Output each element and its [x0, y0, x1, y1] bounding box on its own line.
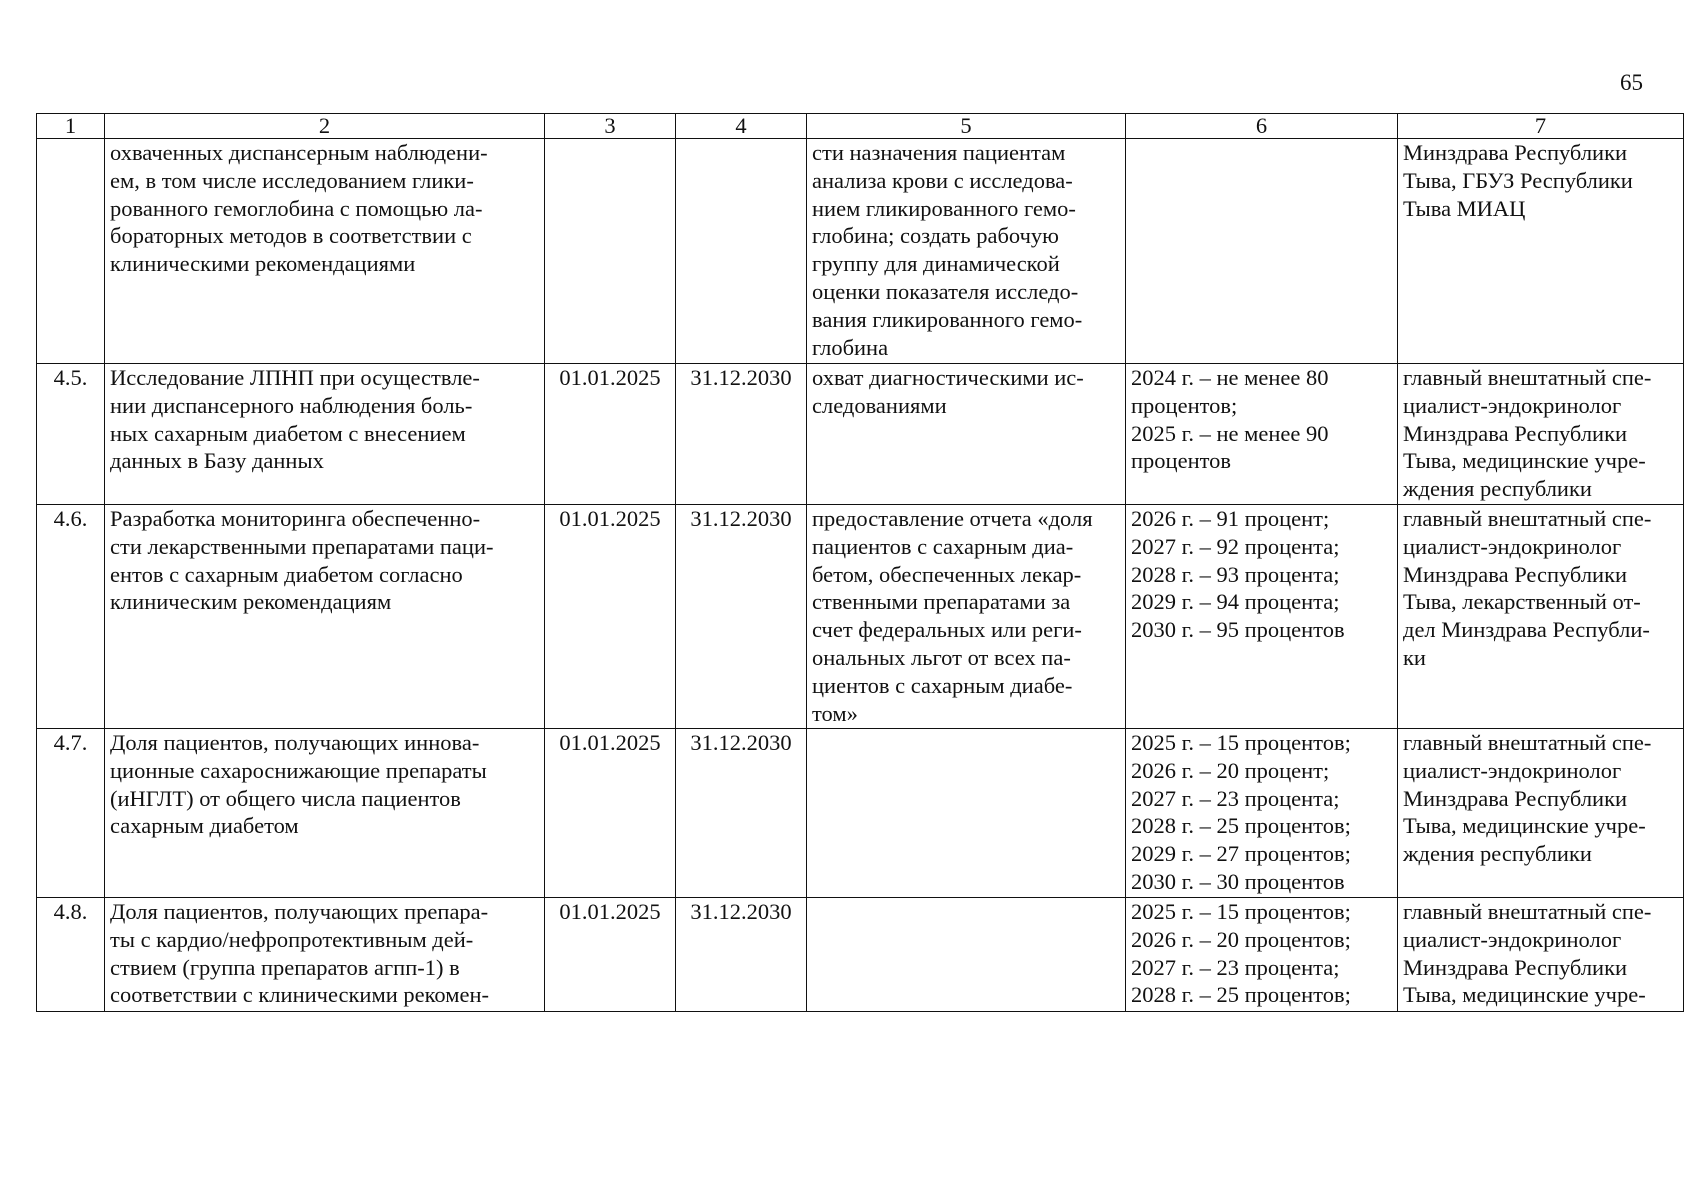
event-cell: охваченных диспансерным наблюдени- ем, в том числе исследованием глики- рованного гемоглобина с помощью ла- бораторных методов в соответствии с клиническими рекомендациями	[105, 139, 545, 364]
row-number: 4.7.	[37, 729, 105, 898]
column-header: 5	[807, 114, 1126, 139]
table-row	[37, 505, 1684, 729]
start-date-cell: 01.01.2025	[545, 505, 676, 729]
result-cell: предоставление отчета «доля пациентов с сахарным диа- бетом, обеспеченных лекар- ственными препаратами за счет федеральных или реги- ональных льгот от всех па- циентов с сахарным диабе- том»	[807, 505, 1126, 729]
indicator-cell	[1126, 139, 1398, 364]
event-cell: Исследование ЛПНП при осуществле- нии диспансерного наблюдения боль- ных сахарным диабетом с внесением данных в Базу данных	[105, 364, 545, 505]
table-row	[37, 729, 1684, 898]
end-date-cell: 31.12.2030	[676, 729, 807, 898]
page-number: 65	[1620, 70, 1643, 95]
start-date-cell: 01.01.2025	[545, 729, 676, 898]
result-cell	[807, 729, 1126, 898]
row-number: 4.6.	[37, 505, 105, 729]
start-date-cell: 01.01.2025	[545, 364, 676, 505]
column-header: 7	[1398, 114, 1684, 139]
responsible-cell: Минздрава Республики Тыва, ГБУЗ Республики Тыва МИАЦ	[1398, 139, 1684, 364]
event-cell: Разработка мониторинга обеспеченно- сти лекарственными препаратами паци- ентов с сахарным диабетом согласно клиническим рекомендациям	[105, 505, 545, 729]
responsible-cell: главный внештатный спе- циалист-эндокринолог Минздрава Республики Тыва, медицинские учре-	[1398, 898, 1684, 1012]
row-number	[37, 139, 105, 364]
event-cell: Доля пациентов, получающих препара- ты с кардио/нефропротективным дей- ствием (группа препаратов агпп-1) в соответствии с клиническими рекомен-	[105, 898, 545, 1012]
column-header: 3	[545, 114, 676, 139]
indicator-cell: 2025 г. – 15 процентов; 2026 г. – 20 процент; 2027 г. – 23 процента; 2028 г. – 25 процентов; 2029 г. – 27 процентов; 2030 г. – 30 процентов	[1126, 729, 1398, 898]
indicator-cell: 2025 г. – 15 процентов; 2026 г. – 20 процентов; 2027 г. – 23 процента; 2028 г. – 25 процентов;	[1126, 898, 1398, 1012]
responsible-cell: главный внештатный спе- циалист-эндокринолог Минздрава Республики Тыва, лекарственный от- дел Минздрава Республи- ки	[1398, 505, 1684, 729]
start-date-cell: 01.01.2025	[545, 898, 676, 1012]
column-header: 6	[1126, 114, 1398, 139]
responsible-cell: главный внештатный спе- циалист-эндокринолог Минздрава Республики Тыва, медицинские учре- ждения республики	[1398, 729, 1684, 898]
indicator-cell: 2026 г. – 91 процент; 2027 г. – 92 процента; 2028 г. – 93 процента; 2029 г. – 94 процента; 2030 г. – 95 процентов	[1126, 505, 1398, 729]
row-number: 4.5.	[37, 364, 105, 505]
column-number-row	[37, 114, 1684, 139]
result-cell	[807, 898, 1126, 1012]
measures-table	[36, 113, 1684, 1012]
responsible-cell: главный внештатный спе- циалист-эндокринолог Минздрава Республики Тыва, медицинские учре- ждения республики	[1398, 364, 1684, 505]
table-row	[37, 139, 1684, 364]
end-date-cell: 31.12.2030	[676, 898, 807, 1012]
result-cell: охват диагностическими ис- следованиями	[807, 364, 1126, 505]
column-header: 4	[676, 114, 807, 139]
event-cell: Доля пациентов, получающих иннова- ционные сахароснижающие препараты (иНГЛТ) от общего числа пациентов сахарным диабетом	[105, 729, 545, 898]
column-header: 2	[105, 114, 545, 139]
start-date-cell	[545, 139, 676, 364]
table-row	[37, 898, 1684, 1012]
table-row	[37, 364, 1684, 505]
indicator-cell: 2024 г. – не менее 80 процентов; 2025 г. – не менее 90 процентов	[1126, 364, 1398, 505]
end-date-cell	[676, 139, 807, 364]
column-header: 1	[37, 114, 105, 139]
end-date-cell: 31.12.2030	[676, 505, 807, 729]
row-number: 4.8.	[37, 898, 105, 1012]
result-cell: сти назначения пациентам анализа крови с исследова- нием гликированного гемо- глобина; создать рабочую группу для динамической оценки показателя исследо- вания гликированного гемо- глобина	[807, 139, 1126, 364]
end-date-cell: 31.12.2030	[676, 364, 807, 505]
